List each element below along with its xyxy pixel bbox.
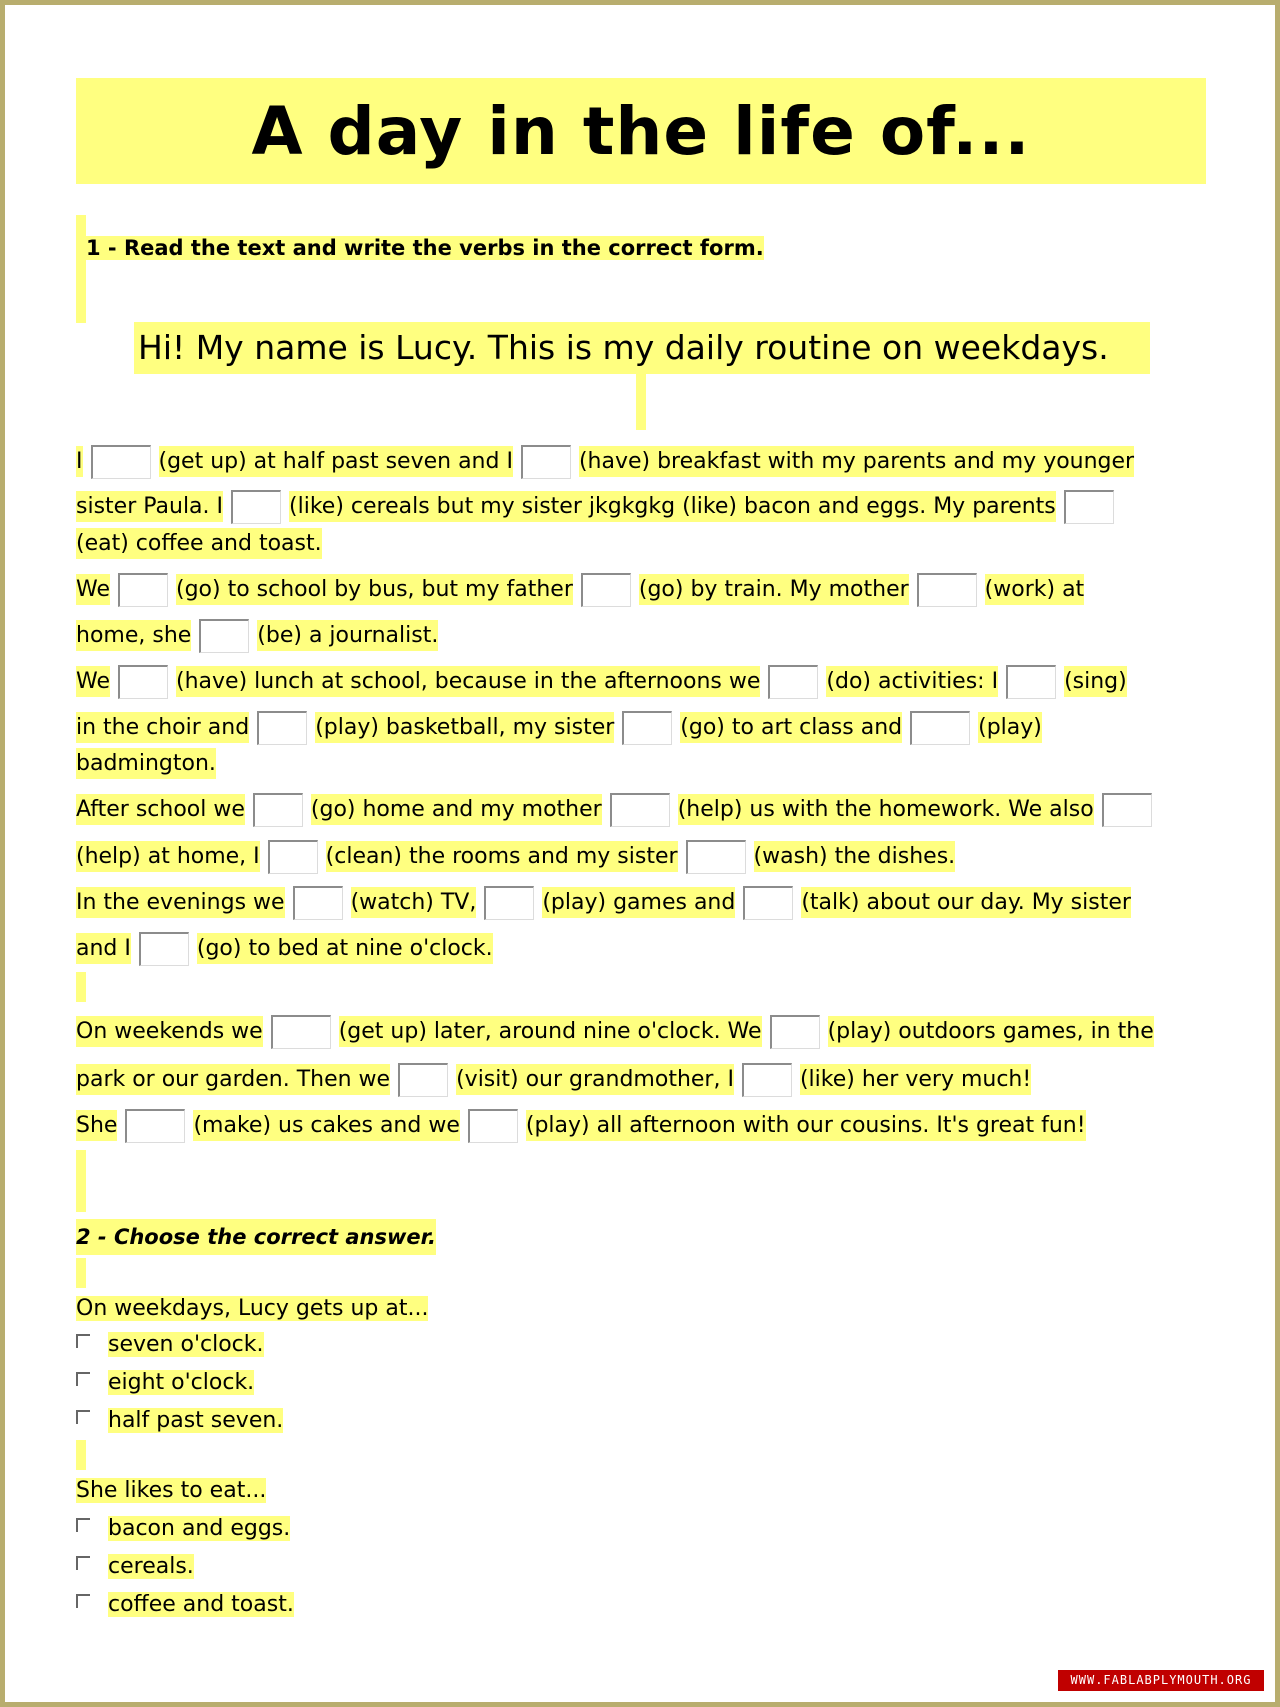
text-line: We (have) lunch at school, because in the afternoons we (do) activities: I (sing)	[76, 664, 1127, 700]
answer-option[interactable]: coffee and toast.	[76, 1588, 294, 1622]
text-line: park or our garden. Then we (visit) our grandmother, I (like) her very much!	[76, 1062, 1031, 1098]
verb-input[interactable]	[125, 1109, 185, 1143]
highlight-bar	[76, 972, 86, 1002]
answer-option[interactable]: bacon and eggs.	[76, 1512, 290, 1546]
verb-input[interactable]	[199, 619, 249, 653]
page-title: A day in the life of...	[251, 92, 1031, 170]
text-line: sister Paula. I (like) cereals but my sister jkgkgkg (like) bacon and eggs. My parents	[76, 489, 1122, 525]
checkbox[interactable]	[76, 1372, 90, 1386]
answer-option[interactable]: half past seven.	[76, 1404, 283, 1438]
verb-input[interactable]	[91, 445, 151, 479]
verb-input[interactable]	[770, 1015, 820, 1049]
verb-input[interactable]	[118, 665, 168, 699]
text-line: After school we (go) home and my mother (help) us with the homework. We also	[76, 792, 1160, 828]
verb-input[interactable]	[398, 1063, 448, 1097]
question-1: On weekdays, Lucy gets up at...	[76, 1296, 429, 1321]
highlight-bar	[76, 1258, 86, 1288]
verb-input[interactable]	[521, 445, 571, 479]
verb-input[interactable]	[257, 711, 307, 745]
verb-input[interactable]	[610, 793, 670, 827]
question-2: She likes to eat...	[76, 1478, 267, 1503]
checkbox[interactable]	[76, 1594, 90, 1608]
verb-input[interactable]	[742, 1063, 792, 1097]
verb-input[interactable]	[253, 793, 303, 827]
verb-input[interactable]	[910, 711, 970, 745]
verb-input[interactable]	[271, 1015, 331, 1049]
verb-input[interactable]	[268, 840, 318, 874]
verb-input[interactable]	[622, 711, 672, 745]
checkbox[interactable]	[76, 1556, 90, 1570]
checkbox[interactable]	[76, 1518, 90, 1532]
text-line: in the choir and (play) basketball, my sister (go) to art class and (play)	[76, 710, 1042, 746]
highlight-bar	[76, 1440, 86, 1470]
intro-text: Hi! My name is Lucy. This is my daily routine on weekdays.	[134, 322, 1150, 374]
verb-input[interactable]	[917, 573, 977, 607]
text-line: In the evenings we (watch) TV, (play) games and (talk) about our day. My sister	[76, 885, 1131, 921]
highlight-bar	[76, 1150, 86, 1212]
exercise1-heading: 1 - Read the text and write the verbs in the correct form.	[86, 236, 764, 260]
text-line: We (go) to school by bus, but my father (go) by train. My mother (work) at	[76, 572, 1084, 608]
highlight-bar	[76, 215, 86, 323]
verb-input[interactable]	[293, 886, 343, 920]
verb-input[interactable]	[231, 490, 281, 524]
exercise2-heading: 2 - Choose the correct answer.	[76, 1219, 436, 1255]
answer-option[interactable]: seven o'clock.	[76, 1328, 264, 1362]
text-line: On weekends we (get up) later, around nine o'clock. We (play) outdoors games, in the	[76, 1014, 1154, 1050]
verb-input[interactable]	[581, 573, 631, 607]
text-line: (eat) coffee and toast.	[76, 526, 322, 562]
text-line: home, she (be) a journalist.	[76, 618, 438, 654]
title-banner	[76, 78, 1206, 184]
highlight-bar	[636, 374, 646, 430]
verb-input[interactable]	[468, 1109, 518, 1143]
text-line: (help) at home, I (clean) the rooms and my sister (wash) the dishes.	[76, 839, 955, 875]
text-line: badmington.	[76, 746, 216, 782]
checkbox[interactable]	[76, 1410, 90, 1424]
checkbox[interactable]	[76, 1334, 90, 1348]
footer-url: WWW.FABLABPLYMOUTH.ORG	[1058, 1670, 1264, 1691]
text-line: and I (go) to bed at nine o'clock.	[76, 931, 493, 967]
verb-input[interactable]	[768, 665, 818, 699]
verb-input[interactable]	[1102, 793, 1152, 827]
verb-input[interactable]	[1006, 665, 1056, 699]
verb-input[interactable]	[1064, 490, 1114, 524]
text-line: I (get up) at half past seven and I (have) breakfast with my parents and my younger	[76, 444, 1134, 480]
answer-option[interactable]: cereals.	[76, 1550, 194, 1584]
verb-input[interactable]	[686, 840, 746, 874]
text-line: She (make) us cakes and we (play) all afternoon with our cousins. It's great fun!	[76, 1108, 1086, 1144]
verb-input[interactable]	[743, 886, 793, 920]
answer-option[interactable]: eight o'clock.	[76, 1366, 254, 1400]
verb-input[interactable]	[139, 932, 189, 966]
verb-input[interactable]	[118, 573, 168, 607]
verb-input[interactable]	[484, 886, 534, 920]
